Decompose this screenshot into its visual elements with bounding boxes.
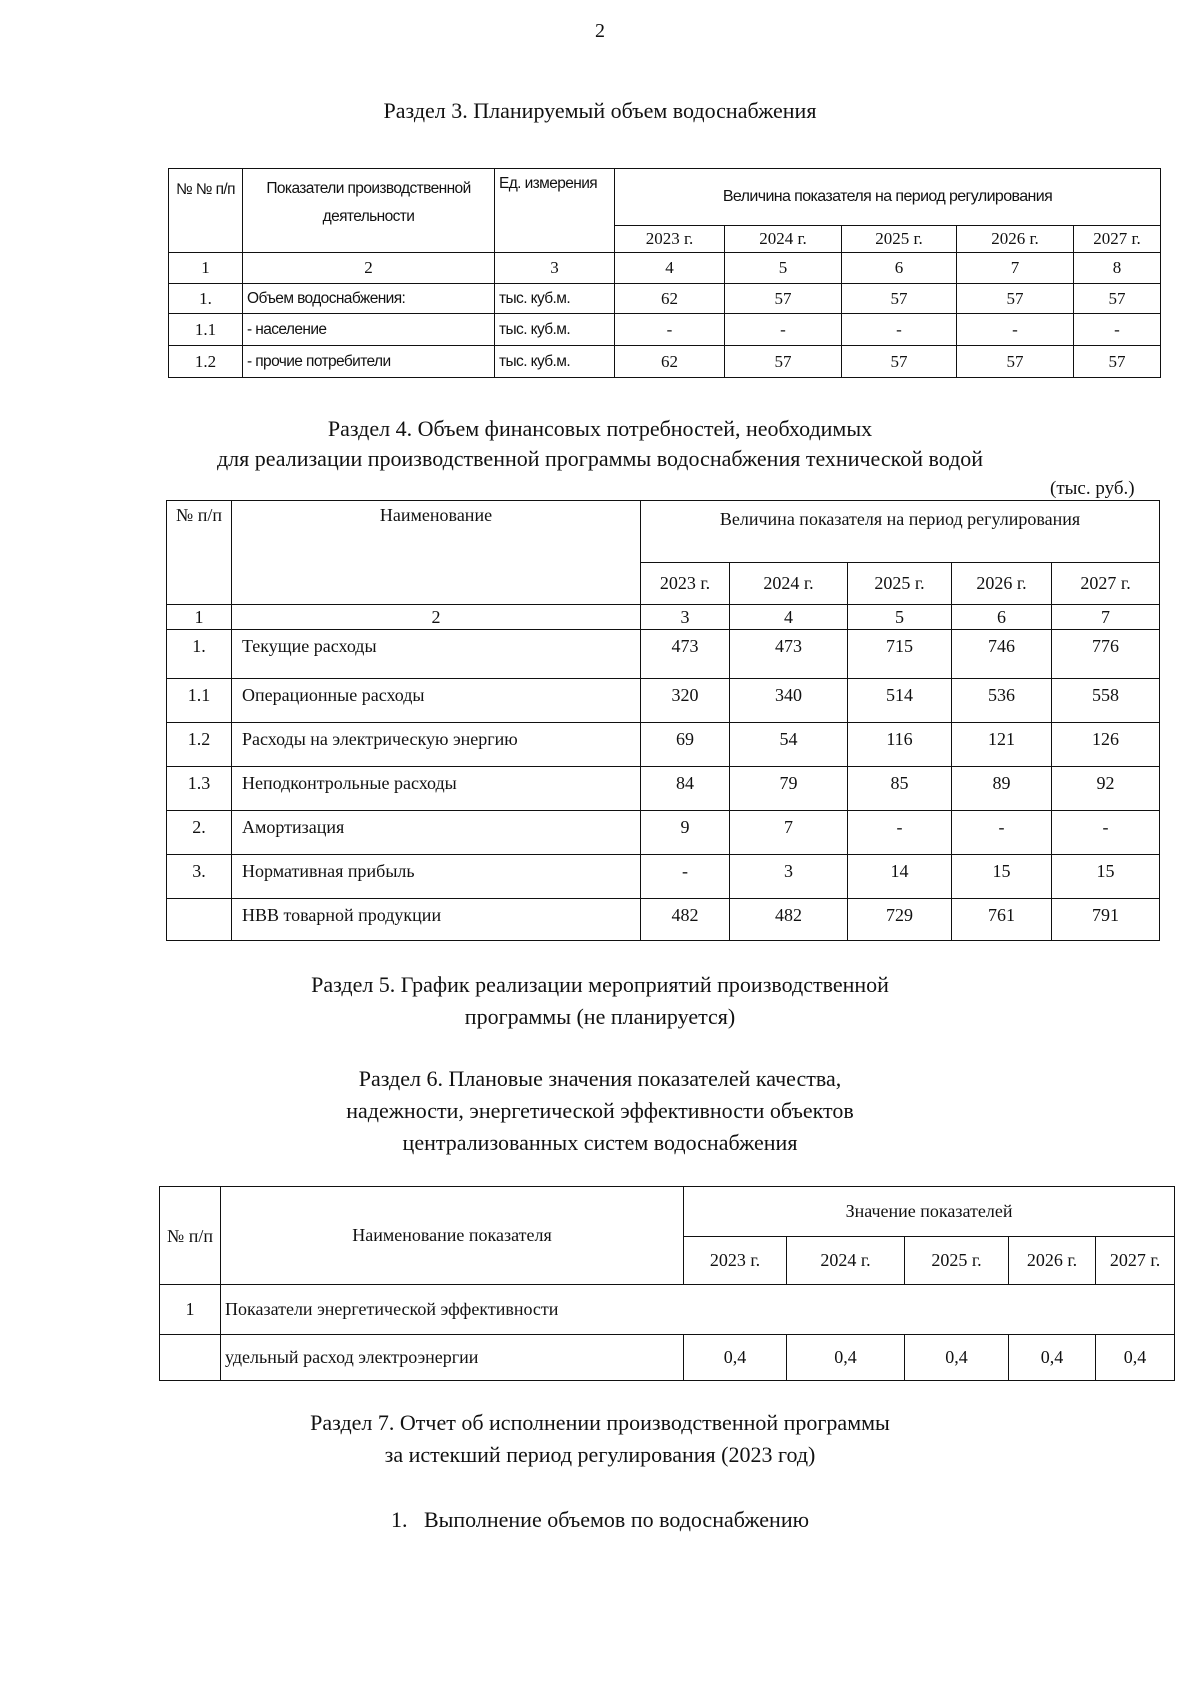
row-value: 0,4 bbox=[905, 1335, 1009, 1381]
table-row bbox=[167, 899, 1160, 941]
row-value: 0,4 bbox=[787, 1335, 905, 1381]
row-value: - bbox=[952, 811, 1052, 855]
page-number: 2 bbox=[595, 20, 605, 42]
row-value: - bbox=[615, 314, 725, 346]
table-row bbox=[160, 1335, 1175, 1381]
row-value: 536 bbox=[952, 679, 1052, 723]
row-value: 14 bbox=[848, 855, 952, 899]
s3-header-indicator: Показатели производственной деятельности bbox=[243, 169, 495, 253]
row-unit: тыс. куб.м. bbox=[495, 346, 615, 378]
row-value: 473 bbox=[641, 630, 730, 679]
row-value: 729 bbox=[848, 899, 952, 941]
row-value: 54 bbox=[730, 723, 848, 767]
s6-header-num: № п/п bbox=[160, 1187, 221, 1285]
section6-title-line3: централизованных систем водоснабжения bbox=[402, 1130, 798, 1155]
row-num: 1.2 bbox=[169, 346, 243, 378]
s4-header-period: Величина показателя на период регулирования bbox=[641, 501, 1160, 563]
row-value: 57 bbox=[1074, 284, 1161, 314]
row-name: - население bbox=[243, 314, 495, 346]
row-name: Текущие расходы bbox=[232, 630, 641, 679]
section4-table bbox=[166, 500, 1160, 941]
table-row bbox=[169, 346, 1161, 378]
row-value: 62 bbox=[615, 346, 725, 378]
s3-year-2026: 2026 г. bbox=[957, 226, 1074, 253]
row-value: - bbox=[848, 811, 952, 855]
section6-table bbox=[159, 1186, 1175, 1381]
row-value: - bbox=[957, 314, 1074, 346]
row-num: 1.1 bbox=[169, 314, 243, 346]
section5-title-line1: Раздел 5. График реализации мероприятий производственной bbox=[311, 972, 889, 997]
s3-colnum: 3 bbox=[495, 253, 615, 284]
group-num: 1 bbox=[160, 1285, 221, 1335]
s4-colnum-row bbox=[167, 605, 1160, 630]
row-value: 57 bbox=[842, 346, 957, 378]
row-num bbox=[160, 1335, 221, 1381]
table-row bbox=[167, 723, 1160, 767]
section7-item: 1. Выполнение объемов по водоснабжению bbox=[390, 1507, 810, 1532]
s6-year-2026: 2026 г. bbox=[1009, 1237, 1096, 1285]
table-row bbox=[167, 855, 1160, 899]
row-value: 57 bbox=[842, 284, 957, 314]
s4-colnum: 5 bbox=[848, 605, 952, 630]
s4-year-2025: 2025 г. bbox=[848, 563, 952, 605]
s4-colnum: 7 bbox=[1052, 605, 1160, 630]
s6-year-2027: 2027 г. bbox=[1096, 1237, 1175, 1285]
table-row bbox=[167, 630, 1160, 679]
row-num: 1. bbox=[167, 630, 232, 679]
s3-colnum: 2 bbox=[243, 253, 495, 284]
s6-year-2025: 2025 г. bbox=[905, 1237, 1009, 1285]
row-num: 2. bbox=[167, 811, 232, 855]
row-value: 79 bbox=[730, 767, 848, 811]
table-row bbox=[160, 1285, 1175, 1335]
s3-colnum: 7 bbox=[957, 253, 1074, 284]
section3-title: Раздел 3. Планируемый объем водоснабжения bbox=[383, 98, 817, 123]
table-row bbox=[169, 284, 1161, 314]
row-value: 57 bbox=[725, 284, 842, 314]
s4-year-2026: 2026 г. bbox=[952, 563, 1052, 605]
row-name: Нормативная прибыль bbox=[232, 855, 641, 899]
s3-year-2023: 2023 г. bbox=[615, 226, 725, 253]
s6-header-values: Значение показателей bbox=[684, 1187, 1175, 1237]
row-value: 84 bbox=[641, 767, 730, 811]
row-value: 15 bbox=[1052, 855, 1160, 899]
table-row bbox=[167, 767, 1160, 811]
section6-title-line1: Раздел 6. Плановые значения показателей качества, bbox=[358, 1066, 842, 1091]
s3-colnum: 8 bbox=[1074, 253, 1161, 284]
table-row bbox=[167, 679, 1160, 723]
row-num: 1.3 bbox=[167, 767, 232, 811]
section6-title-line2: надежности, энергетической эффективности объектов bbox=[346, 1098, 854, 1123]
row-value: 340 bbox=[730, 679, 848, 723]
row-value: 62 bbox=[615, 284, 725, 314]
s6-year-2023: 2023 г. bbox=[684, 1237, 787, 1285]
row-num bbox=[167, 899, 232, 941]
s6-year-2024: 2024 г. bbox=[787, 1237, 905, 1285]
s4-header-name: Наименование bbox=[232, 501, 641, 605]
row-value: 0,4 bbox=[1096, 1335, 1175, 1381]
row-name: Объем водоснабжения: bbox=[243, 284, 495, 314]
row-value: 0,4 bbox=[1009, 1335, 1096, 1381]
row-name: Операционные расходы bbox=[232, 679, 641, 723]
row-value: 9 bbox=[641, 811, 730, 855]
row-value: 482 bbox=[641, 899, 730, 941]
s3-colnum: 1 bbox=[169, 253, 243, 284]
s3-colnum: 6 bbox=[842, 253, 957, 284]
group-name: Показатели энергетической эффективности bbox=[221, 1285, 1175, 1335]
row-value: 57 bbox=[1074, 346, 1161, 378]
row-unit: тыс. куб.м. bbox=[495, 314, 615, 346]
row-value: 791 bbox=[1052, 899, 1160, 941]
row-value: 482 bbox=[730, 899, 848, 941]
row-value: 514 bbox=[848, 679, 952, 723]
row-num: 3. bbox=[167, 855, 232, 899]
section4-unit-note: (тыс. руб.) bbox=[1050, 478, 1135, 499]
table-row bbox=[167, 811, 1160, 855]
section4-title-line1: Раздел 4. Объем финансовых потребностей, необходимых bbox=[327, 416, 873, 441]
table-row bbox=[169, 314, 1161, 346]
row-value: 89 bbox=[952, 767, 1052, 811]
row-num: 1.2 bbox=[167, 723, 232, 767]
row-value: 121 bbox=[952, 723, 1052, 767]
row-unit: тыс. куб.м. bbox=[495, 284, 615, 314]
row-value: - bbox=[1052, 811, 1160, 855]
s3-colnum: 4 bbox=[615, 253, 725, 284]
s4-year-2027: 2027 г. bbox=[1052, 563, 1160, 605]
row-value: 715 bbox=[848, 630, 952, 679]
row-name: Амортизация bbox=[232, 811, 641, 855]
row-value: - bbox=[842, 314, 957, 346]
s4-year-2023: 2023 г. bbox=[641, 563, 730, 605]
s3-colnum-row bbox=[169, 253, 1161, 284]
row-value: 320 bbox=[641, 679, 730, 723]
s6-header-name: Наименование показателя bbox=[221, 1187, 684, 1285]
s4-year-2024: 2024 г. bbox=[730, 563, 848, 605]
s4-colnum: 3 bbox=[641, 605, 730, 630]
row-value: 57 bbox=[957, 284, 1074, 314]
section5-title-line2: программы (не планируется) bbox=[464, 1004, 736, 1029]
row-value: 473 bbox=[730, 630, 848, 679]
section4-title-line2: для реализации производственной программы водоснабжения технической водой bbox=[216, 446, 984, 471]
row-value: 92 bbox=[1052, 767, 1160, 811]
s3-header-period: Величина показателя на период регулирования bbox=[615, 169, 1161, 226]
s4-colnum: 1 bbox=[167, 605, 232, 630]
s3-header-unit: Ед. измерения bbox=[495, 169, 615, 253]
row-num: 1. bbox=[169, 284, 243, 314]
row-value: 3 bbox=[730, 855, 848, 899]
row-value: - bbox=[725, 314, 842, 346]
row-value: 776 bbox=[1052, 630, 1160, 679]
row-value: 69 bbox=[641, 723, 730, 767]
row-value: 7 bbox=[730, 811, 848, 855]
row-value: 57 bbox=[725, 346, 842, 378]
row-value: - bbox=[641, 855, 730, 899]
s4-colnum: 6 bbox=[952, 605, 1052, 630]
row-value: - bbox=[1074, 314, 1161, 346]
row-name: Неподконтрольные расходы bbox=[232, 767, 641, 811]
s4-colnum: 2 bbox=[232, 605, 641, 630]
row-value: 15 bbox=[952, 855, 1052, 899]
section7-title-line2: за истекший период регулирования (2023 год) bbox=[384, 1442, 816, 1467]
s3-year-2027: 2027 г. bbox=[1074, 226, 1161, 253]
row-value: 761 bbox=[952, 899, 1052, 941]
row-value: 57 bbox=[957, 346, 1074, 378]
s3-year-2024: 2024 г. bbox=[725, 226, 842, 253]
s4-colnum: 4 bbox=[730, 605, 848, 630]
s3-year-2025: 2025 г. bbox=[842, 226, 957, 253]
s3-header-num: № № п/п bbox=[169, 169, 243, 253]
row-value: 126 bbox=[1052, 723, 1160, 767]
row-num: 1.1 bbox=[167, 679, 232, 723]
row-value: 85 bbox=[848, 767, 952, 811]
s3-colnum: 5 bbox=[725, 253, 842, 284]
row-name: НВВ товарной продукции bbox=[232, 899, 641, 941]
row-value: 746 bbox=[952, 630, 1052, 679]
row-name: удельный расход электроэнергии bbox=[221, 1335, 684, 1381]
row-value: 558 bbox=[1052, 679, 1160, 723]
s4-header-num: № п/п bbox=[167, 501, 232, 605]
section7-title-line1: Раздел 7. Отчет об исполнении производственной программы bbox=[310, 1410, 890, 1435]
row-value: 116 bbox=[848, 723, 952, 767]
row-name: - прочие потребители bbox=[243, 346, 495, 378]
row-name: Расходы на электрическую энергию bbox=[232, 723, 641, 767]
section3-table bbox=[168, 168, 1161, 378]
row-value: 0,4 bbox=[684, 1335, 787, 1381]
